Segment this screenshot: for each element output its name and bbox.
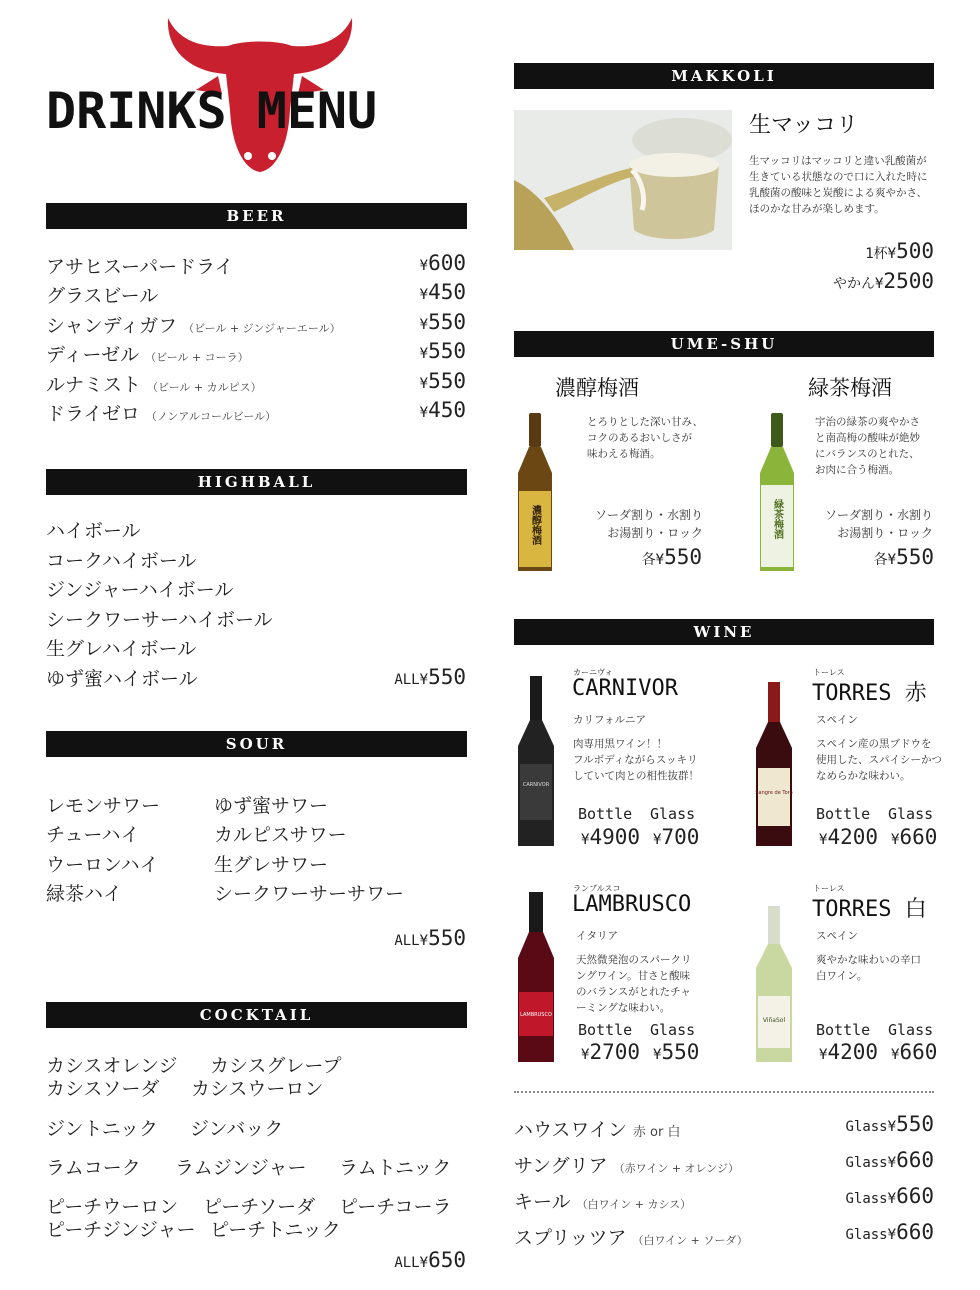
menu-item: ピーチトニック — [210, 1219, 341, 1241]
wine-origin: イタリア — [576, 930, 618, 942]
menu-item: 生グレサワー — [214, 854, 329, 876]
menu-item: カシスソーダ — [46, 1078, 160, 1100]
menu-item: スプリッツア （白ワイン + ソーダ） — [514, 1227, 748, 1249]
menu-item: アサヒスーパードライ — [46, 256, 234, 278]
bottle-label: Bottle — [578, 1021, 633, 1039]
glass-price: ¥660 — [891, 1040, 938, 1064]
wine-ruby: トーレス — [813, 668, 845, 677]
wine-desc: 爽やかな味わいの辛口 白ワイン。 — [816, 954, 921, 982]
makkoli-desc: 生マッコリはマッコリと違い乳酸菌が 生きている状態なので口に入れた時に 乳酸菌の酸味と炭酸による爽やかさ、 ほのかな甘みが楽しめます。 — [749, 155, 928, 215]
glass-price: ¥660 — [891, 825, 938, 849]
menu-item: コークハイボール — [46, 550, 197, 572]
menu-item: サングリア （赤ワイン + オレンジ） — [514, 1155, 740, 1177]
bottle-label: Bottle — [816, 1021, 871, 1039]
dotted-divider — [514, 1091, 934, 1093]
umeshu-serve: ソーダ割り・水割り お湯割り・ロック — [824, 508, 933, 540]
menu-price: ¥550 — [419, 310, 466, 334]
wine-ruby: ランブルスコ — [573, 884, 621, 893]
section-header-umeshu: UME-SHU — [514, 331, 934, 357]
menu-item: ピーチソーダ — [203, 1196, 316, 1218]
umeshu-price: 各¥550 — [641, 545, 702, 569]
menu-item: シャンディガフ （ビール + ジンジャーエール） — [46, 315, 341, 337]
menu-item: カシスグレープ — [210, 1055, 342, 1077]
menu-item: レモンサワー — [46, 795, 161, 817]
menu-price: ¥550 — [419, 369, 466, 393]
bottle-price: ¥4200 — [819, 825, 879, 849]
umeshu-name: 緑茶梅酒 — [808, 376, 892, 400]
menu-price: ¥450 — [419, 398, 466, 422]
menu-item: ジンバック — [190, 1118, 284, 1140]
umeshu-name: 濃醇梅酒 — [555, 376, 639, 400]
menu-item: チューハイ — [46, 824, 140, 846]
bottle-label: Bottle — [578, 805, 633, 823]
section-header-wine: WINE — [514, 619, 934, 645]
wine-name: TORRES 白 — [812, 897, 927, 922]
menu-item: カシスオレンジ — [46, 1055, 178, 1077]
umeshu-desc: 宇治の緑茶の爽やかさ と南高梅の酸味が絶妙 にバランスのとれた、 お肉に合う梅酒。 — [815, 416, 920, 476]
wine-desc: 肉専用黒ワイン！！ フルボディながらスッキリ していて肉との相性抜群！ — [573, 738, 699, 782]
menu-price: Glass¥660 — [845, 1220, 934, 1244]
wine-bottle-carnivor-text: CARNIVOR — [522, 782, 550, 788]
menu-price: Glass¥550 — [845, 1112, 934, 1136]
menu-item: 緑茶ハイ — [46, 883, 123, 905]
wine-ruby: カーニヴォ — [573, 668, 613, 677]
menu-item: キール （白ワイン + カシス） — [514, 1191, 692, 1213]
menu-item: シークワーサーハイボール — [46, 609, 273, 631]
menu-item: グラスビール — [46, 285, 159, 307]
umeshu-bottle-2 — [756, 413, 798, 575]
section-header-cocktail: COCKTAIL — [46, 1002, 467, 1028]
wine-desc: スペイン産の黒ブドウを 使用した、スパイシーかつ なめらかな味わい。 — [816, 738, 942, 782]
section-header-sour: SOUR — [46, 731, 467, 757]
wine-bottle-lambrusco-text: LAMBRUSCO — [520, 1012, 552, 1018]
makkoli-price-kettle: やかん¥2500 — [832, 269, 934, 293]
wine-bottle-torres-red — [752, 682, 796, 848]
menu-item: ピーチウーロン — [46, 1196, 179, 1218]
glass-label: Glass — [650, 1021, 696, 1039]
umeshu-bottle-2-text: 緑茶梅酒 — [771, 499, 783, 539]
wine-bottle-lambrusco — [514, 892, 558, 1064]
bottle-price: ¥2700 — [581, 1040, 641, 1064]
page-title: DRINKS MENU — [46, 82, 378, 140]
menu-item: ドライゼロ （ノンアルコールビール） — [46, 403, 277, 425]
wine-origin: カリフォルニア — [573, 714, 646, 726]
menu-price: ¥550 — [419, 339, 466, 363]
wine-name: CARNIVOR — [572, 676, 678, 701]
makkoli-price-cup: 1杯¥500 — [865, 239, 934, 263]
wine-ruby: トーレス — [813, 884, 845, 893]
glass-label: Glass — [650, 805, 696, 823]
glass-price: ¥700 — [653, 825, 700, 849]
wine-bottle-torres-red-text: Sangre de Toro — [755, 790, 793, 796]
menu-item: ピーチジンジャー — [46, 1219, 196, 1241]
wine-origin: スペイン — [816, 930, 858, 942]
bottle-price: ¥4200 — [819, 1040, 879, 1064]
menu-price: ¥600 — [419, 251, 466, 275]
makkoli-name: 生マッコリ — [749, 113, 859, 138]
menu-item: ジンジャーハイボール — [46, 579, 234, 601]
section-header-highball: HIGHBALL — [46, 469, 467, 495]
wine-name: TORRES 赤 — [812, 681, 927, 706]
bottle-label: Bottle — [816, 805, 871, 823]
wine-bottle-torres-white-text: ViñaSol — [762, 1017, 786, 1024]
menu-item: ウーロンハイ — [46, 854, 159, 876]
menu-item: ラムジンジャー — [175, 1157, 307, 1179]
umeshu-desc: とろりとした深い甘み、 コクのあるおいしさが 味わえる梅酒。 — [587, 416, 704, 460]
menu-item: シークワーサーサワー — [214, 883, 405, 905]
menu-item: カシスウーロン — [191, 1078, 324, 1100]
sour-price: ALL¥550 — [394, 926, 466, 950]
glass-label: Glass — [888, 1021, 934, 1039]
menu-item: カルピスサワー — [214, 824, 347, 846]
wine-bottle-torres-white — [752, 906, 796, 1064]
cocktail-price: ALL¥650 — [394, 1248, 466, 1272]
menu-item: ラムトニック — [339, 1157, 452, 1179]
section-header-makkoli: MAKKOLI — [514, 63, 934, 89]
menu-item: ハウスワイン 赤 or 白 — [514, 1119, 681, 1141]
highball-price: ALL¥550 — [394, 665, 466, 689]
wine-origin: スペイン — [816, 714, 858, 726]
umeshu-bottle-1-text: 濃醇梅酒 — [529, 505, 541, 545]
menu-item: ジントニック — [46, 1118, 159, 1140]
makkoli-photo — [514, 110, 732, 250]
menu-item: ハイボール — [46, 520, 141, 542]
bottle-price: ¥4900 — [581, 825, 641, 849]
wine-bottle-carnivor — [514, 676, 558, 848]
umeshu-serve: ソーダ割り・水割り お湯割り・ロック — [594, 508, 703, 540]
menu-item: ラムコーク — [46, 1157, 141, 1179]
glass-label: Glass — [888, 805, 934, 823]
menu-item: ゆず蜜ハイボール — [46, 668, 198, 690]
umeshu-price: 各¥550 — [873, 545, 934, 569]
menu-price: Glass¥660 — [845, 1184, 934, 1208]
section-header-beer: BEER — [46, 203, 467, 229]
menu-item: ディーゼル （ビール + コーラ） — [46, 344, 249, 366]
menu-item: ルナミスト （ビール + カルピス） — [46, 374, 262, 396]
glass-price: ¥550 — [653, 1040, 700, 1064]
menu-item: ピーチコーラ — [339, 1196, 452, 1218]
menu-item: 生グレハイボール — [46, 638, 197, 660]
umeshu-bottle-1 — [514, 413, 556, 575]
menu-item: ゆず蜜サワー — [214, 795, 329, 817]
wine-desc: 天然微発泡のスパークリ ングワイン。甘さと酸味 のバランスがとれたチャ ーミングな味わい。 — [576, 954, 692, 1014]
wine-name: LAMBRUSCO — [572, 892, 692, 917]
menu-price: ¥450 — [419, 280, 466, 304]
menu-price: Glass¥660 — [845, 1148, 934, 1172]
